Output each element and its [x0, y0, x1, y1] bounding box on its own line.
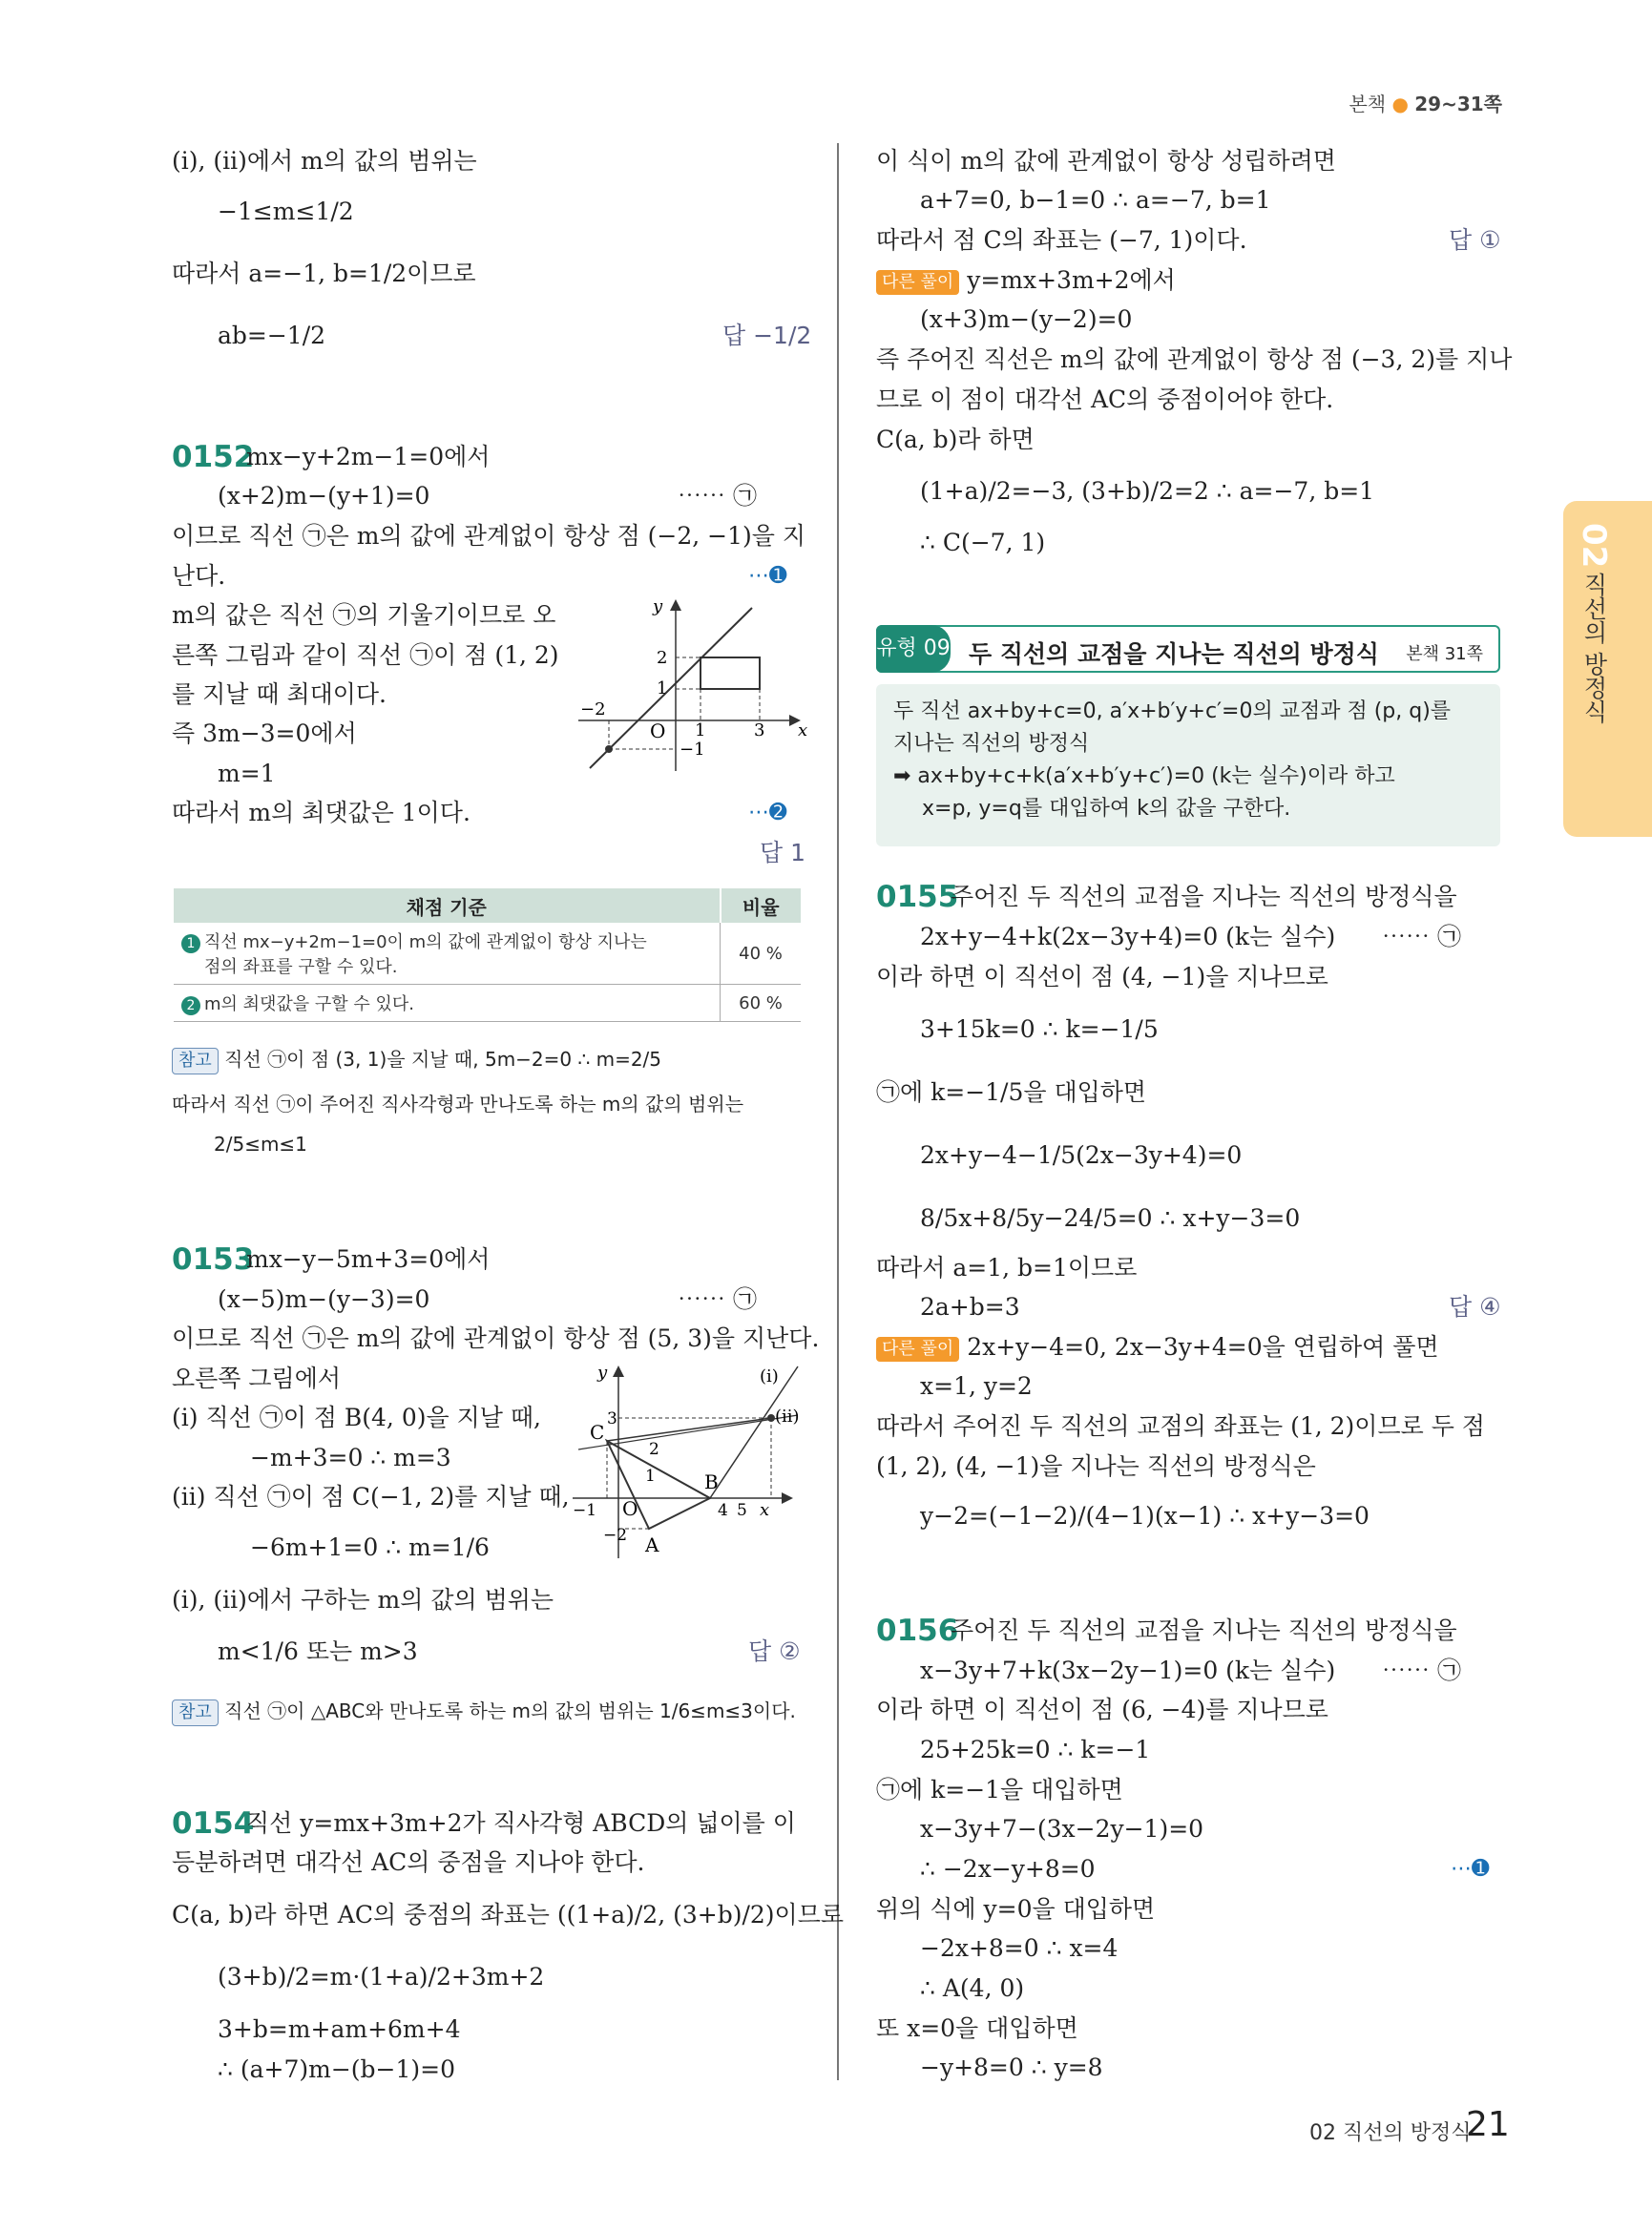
text-line: m=1 — [218, 760, 276, 787]
text-line: 3+b=m+am+6m+4 — [218, 2015, 461, 2043]
axis-label: x — [798, 720, 808, 740]
tick-label: −2 — [603, 1526, 628, 1545]
text-line: −6m+1=0 ∴ m=1/6 — [250, 1533, 490, 1561]
text-line: 따라서 m의 최댓값은 1이다. — [172, 799, 471, 826]
tick-label: 4 — [718, 1501, 728, 1520]
point-label: C — [590, 1421, 605, 1444]
note-tag: 참고 — [172, 1699, 219, 1726]
point-label: B — [704, 1470, 719, 1493]
problem-number: 0152 — [172, 440, 255, 474]
text-line: x−3y+7−(3x−2y−1)=0 — [920, 1815, 1204, 1843]
text-line: 따라서 점 C의 좌표는 (−7, 1)이다. — [876, 226, 1247, 254]
column-divider — [837, 143, 839, 2080]
tick-label: 1 — [695, 720, 706, 740]
text-line: 따라서 주어진 두 직선의 교점의 좌표는 (1, 2)이므로 두 점 — [876, 1412, 1485, 1440]
text-line: 8/5x+8/5y−24/5=0 ∴ x+y−3=0 — [920, 1204, 1301, 1232]
tick-label: 3 — [607, 1409, 617, 1428]
tick-label: 1 — [657, 678, 668, 698]
answer-label: 답 ② — [748, 1637, 801, 1665]
text-line: m<1/6 또는 m>3 — [218, 1637, 418, 1665]
text-line: −2x+8=0 ∴ x=4 — [920, 1934, 1119, 1962]
text-line: C(a, b)라 하면 — [876, 426, 1035, 453]
text-line: (x+2)m−(y+1)=0 — [218, 482, 430, 510]
text-line: a+7=0, b−1=0 ∴ a=−7, b=1 — [920, 186, 1271, 214]
table-row — [174, 923, 801, 985]
graph-figure-0153 — [569, 1363, 807, 1563]
text-line: −m+3=0 ∴ m=3 — [250, 1444, 451, 1471]
text-line: 주어진 두 직선의 교점을 지나는 직선의 방정식을 — [951, 1616, 1457, 1644]
note-tag: 참고 — [172, 1048, 219, 1074]
point-label: A — [645, 1533, 659, 1556]
text-line: mx−y−5m+3=0에서 — [246, 1245, 491, 1273]
alt-solution-tag: 다른 풀이 — [876, 270, 959, 295]
text-line: (1, 2), (4, −1)을 지나는 직선의 방정식은 — [876, 1452, 1316, 1480]
note-text: 직선 ㉠이 점 (3, 1)을 지날 때, 5m−2=0 ∴ m=2/5 — [224, 1048, 662, 1071]
text-line: 른쪽 그림과 같이 직선 ㉠이 점 (1, 2) — [172, 641, 559, 669]
equation-label: ⋯⋯ ㉠ — [678, 482, 757, 510]
text-line: ㉠에 k=−1/5을 대입하면 — [876, 1078, 1147, 1106]
text-line: (1+a)/2=−3, (3+b)/2=2 ∴ a=−7, b=1 — [920, 477, 1375, 505]
problem-number: 0156 — [876, 1614, 959, 1648]
type-text: ➡ ax+by+c+k(a′x+b′y+c′)=0 (k는 실수)이라 하고 — [893, 764, 1395, 788]
table-cell: 직선 mx−y+2m−1=0이 m의 값에 관계없이 항상 지나는 — [204, 932, 647, 952]
answer-label: 답 −1/2 — [722, 322, 812, 349]
text-line: 위의 식에 y=0을 대입하면 — [876, 1895, 1156, 1923]
text-line: 따라서 a=−1, b=1/2이므로 — [172, 260, 476, 287]
step-circle: 1 — [181, 934, 200, 953]
equation-label: ⋯⋯ ㉠ — [1382, 1657, 1461, 1684]
text-line: 3+15k=0 ∴ k=−1/5 — [920, 1015, 1159, 1043]
text-line: 25+25k=0 ∴ k=−1 — [920, 1736, 1151, 1763]
type-body — [876, 684, 1500, 846]
type-title: 두 직선의 교점을 지나는 직선의 방정식 — [969, 640, 1379, 668]
text-line: 므로 이 점이 대각선 AC의 중점이어야 한다. — [876, 386, 1334, 413]
tick-label: −1 — [680, 740, 705, 760]
text-line: 오른쪽 그림에서 — [172, 1365, 341, 1392]
page-number: 21 — [1466, 2105, 1510, 2144]
text-line: 이라 하면 이 직선이 점 (6, −4)를 지나므로 — [876, 1696, 1328, 1723]
table-cell: m의 최댓값을 구할 수 있다. — [204, 994, 415, 1014]
text-line: (x+3)m−(y−2)=0 — [920, 305, 1133, 333]
type-text: 지나는 직선의 방정식 — [893, 732, 1090, 756]
text-line: 를 지날 때 최대이다. — [172, 680, 387, 708]
problem-number: 0154 — [172, 1806, 255, 1841]
table-cell: 60 % — [721, 985, 802, 1022]
text-line: x=1, y=2 — [920, 1372, 1033, 1400]
axis-label: x — [760, 1500, 770, 1520]
text-line: 이므로 직선 ㉠은 m의 값에 관계없이 항상 점 (5, 3)을 지난다. — [172, 1324, 820, 1352]
text-line: 직선 y=mx+3m+2가 직사각형 ABCD의 넓이를 이 — [246, 1809, 796, 1837]
line-label: (i) — [760, 1366, 779, 1387]
step-marker: ⋯➊ — [1451, 1857, 1490, 1881]
text-line: m의 값은 직선 ㉠의 기울기이므로 오 — [172, 601, 556, 629]
page-reference: 본책 ● 29~31쪽 — [1349, 93, 1502, 115]
footer-chapter: 02 직선의 방정식 — [1309, 2121, 1472, 2145]
text-line: 2x+y−4−1/5(2x−3y+4)=0 — [920, 1141, 1243, 1169]
text-line: 따라서 a=1, b=1이므로 — [876, 1254, 1138, 1282]
answer-label: 답 ④ — [1449, 1293, 1501, 1321]
type-text: x=p, y=q를 대입하여 k의 값을 구한다. — [922, 797, 1291, 821]
note-text: 따라서 직선 ㉠이 주어진 직사각형과 만나도록 하는 m의 값의 범위는 — [172, 1093, 744, 1116]
text-line: 즉 3m−3=0에서 — [172, 719, 357, 747]
text-line: (i), (ii)에서 구하는 m의 값의 범위는 — [172, 1586, 554, 1614]
answer-label: 답 1 — [760, 839, 806, 866]
text-line: mx−y+2m−1=0에서 — [246, 443, 491, 470]
chapter-tab-number: 02 — [1575, 523, 1613, 569]
equation-label: ⋯⋯ ㉠ — [1382, 923, 1461, 950]
type-header — [876, 625, 1500, 673]
type-summary-box — [876, 625, 1500, 846]
text-line: −1≤m≤1/2 — [218, 198, 354, 225]
table-header: 채점 기준 — [174, 888, 721, 923]
table-row — [174, 985, 801, 1022]
text-line: (3+b)/2=m·(1+a)/2+3m+2 — [218, 1963, 545, 1991]
step-marker: ⋯➋ — [748, 801, 787, 824]
table-cell: 40 % — [721, 923, 802, 985]
text-line: ㉠에 k=−1을 대입하면 — [876, 1776, 1123, 1804]
graph-figure-0152 — [571, 596, 811, 778]
problem-number: 0153 — [172, 1242, 255, 1277]
text-line: ∴ (a+7)m−(b−1)=0 — [218, 2055, 455, 2083]
text-line: 2x+y−4+k(2x−3y+4)=0 (k는 실수) — [920, 923, 1336, 950]
axis-label: y — [597, 1363, 608, 1383]
tick-label: 5 — [737, 1501, 747, 1520]
table-cell: 점의 좌표를 구할 수 있다. — [204, 957, 398, 977]
text-line: 난다. — [172, 562, 226, 590]
text-line: 즉 주어진 직선은 m의 값에 관계없이 항상 점 (−3, 2)를 지나 — [876, 345, 1513, 373]
text-line: 또 x=0을 대입하면 — [876, 2014, 1078, 2042]
tick-label: −2 — [580, 699, 606, 719]
text-line: (ii) 직선 ㉠이 점 C(−1, 2)를 지날 때, — [172, 1483, 570, 1511]
chapter-tab-label: 직선의 방정식 — [1580, 573, 1608, 723]
tick-label: −1 — [573, 1501, 597, 1520]
alt-solution-tag: 다른 풀이 — [876, 1337, 959, 1362]
text-line: 2x+y−4=0, 2x−3y+4=0을 연립하여 풀면 — [967, 1333, 1439, 1361]
text-line: 등분하려면 대각선 AC의 중점을 지나야 한다. — [172, 1848, 645, 1876]
text-line: 주어진 두 직선의 교점을 지나는 직선의 방정식을 — [951, 883, 1457, 910]
text-line: ∴ A(4, 0) — [920, 1974, 1025, 2002]
text-line: 2a+b=3 — [920, 1293, 1020, 1321]
text-line: y−2=(−1−2)/(4−1)(x−1) ∴ x+y−3=0 — [920, 1502, 1370, 1530]
problem-number: 0155 — [876, 880, 959, 914]
line-label: (ii) — [775, 1407, 800, 1427]
tick-label: 2 — [649, 1440, 659, 1459]
text-line: ab=−1/2 — [218, 322, 326, 349]
grading-table — [174, 888, 801, 1022]
equation-label: ⋯⋯ ㉠ — [678, 1285, 757, 1313]
tick-label: 2 — [657, 648, 668, 668]
text-line: −y+8=0 ∴ y=8 — [920, 2054, 1103, 2081]
table-header: 비율 — [721, 888, 802, 923]
step-marker: ⋯➊ — [748, 564, 787, 588]
tick-label: 1 — [645, 1467, 656, 1486]
text-line: (i), (ii)에서 m의 값의 범위는 — [172, 147, 477, 175]
answer-label: 답 ① — [1449, 226, 1501, 254]
text-line: y=mx+3m+2에서 — [967, 266, 1176, 294]
text-line: ∴ −2x−y+8=0 — [920, 1855, 1096, 1883]
tick-label: 3 — [754, 720, 765, 740]
text-line: (i) 직선 ㉠이 점 B(4, 0)을 지날 때, — [172, 1404, 541, 1431]
step-circle: 2 — [181, 996, 200, 1015]
type-text: 두 직선 ax+by+c=0, a′x+b′y+c′=0의 교점과 점 (p, q)를 — [893, 699, 1452, 723]
text-line: (x−5)m−(y−3)=0 — [218, 1285, 430, 1313]
text-line: 이므로 직선 ㉠은 m의 값에 관계없이 항상 점 (−2, −1)을 지 — [172, 522, 806, 550]
axis-label: y — [653, 596, 663, 616]
note-text: 2/5≤m≤1 — [214, 1133, 307, 1156]
text-line: 이라 하면 이 직선이 점 (4, −1)을 지나므로 — [876, 963, 1328, 990]
origin-label: O — [622, 1497, 638, 1520]
text-line: x−3y+7+k(3x−2y−1)=0 (k는 실수) — [920, 1657, 1336, 1684]
text-line: ∴ C(−7, 1) — [920, 529, 1046, 556]
type-tag: 유형 09 — [876, 625, 951, 673]
type-page-ref: 본책 31쪽 — [1406, 644, 1483, 664]
text-line: C(a, b)라 하면 AC의 중점의 좌표는 ((1+a)/2, (3+b)/2)이므로 — [172, 1901, 844, 1929]
text-line: 이 식이 m의 값에 관계없이 항상 성립하려면 — [876, 147, 1336, 175]
note-text: 직선 ㉠이 △ABC와 만나도록 하는 m의 값의 범위는 1/6≤m≤3이다. — [224, 1699, 796, 1722]
origin-label: O — [650, 719, 666, 742]
